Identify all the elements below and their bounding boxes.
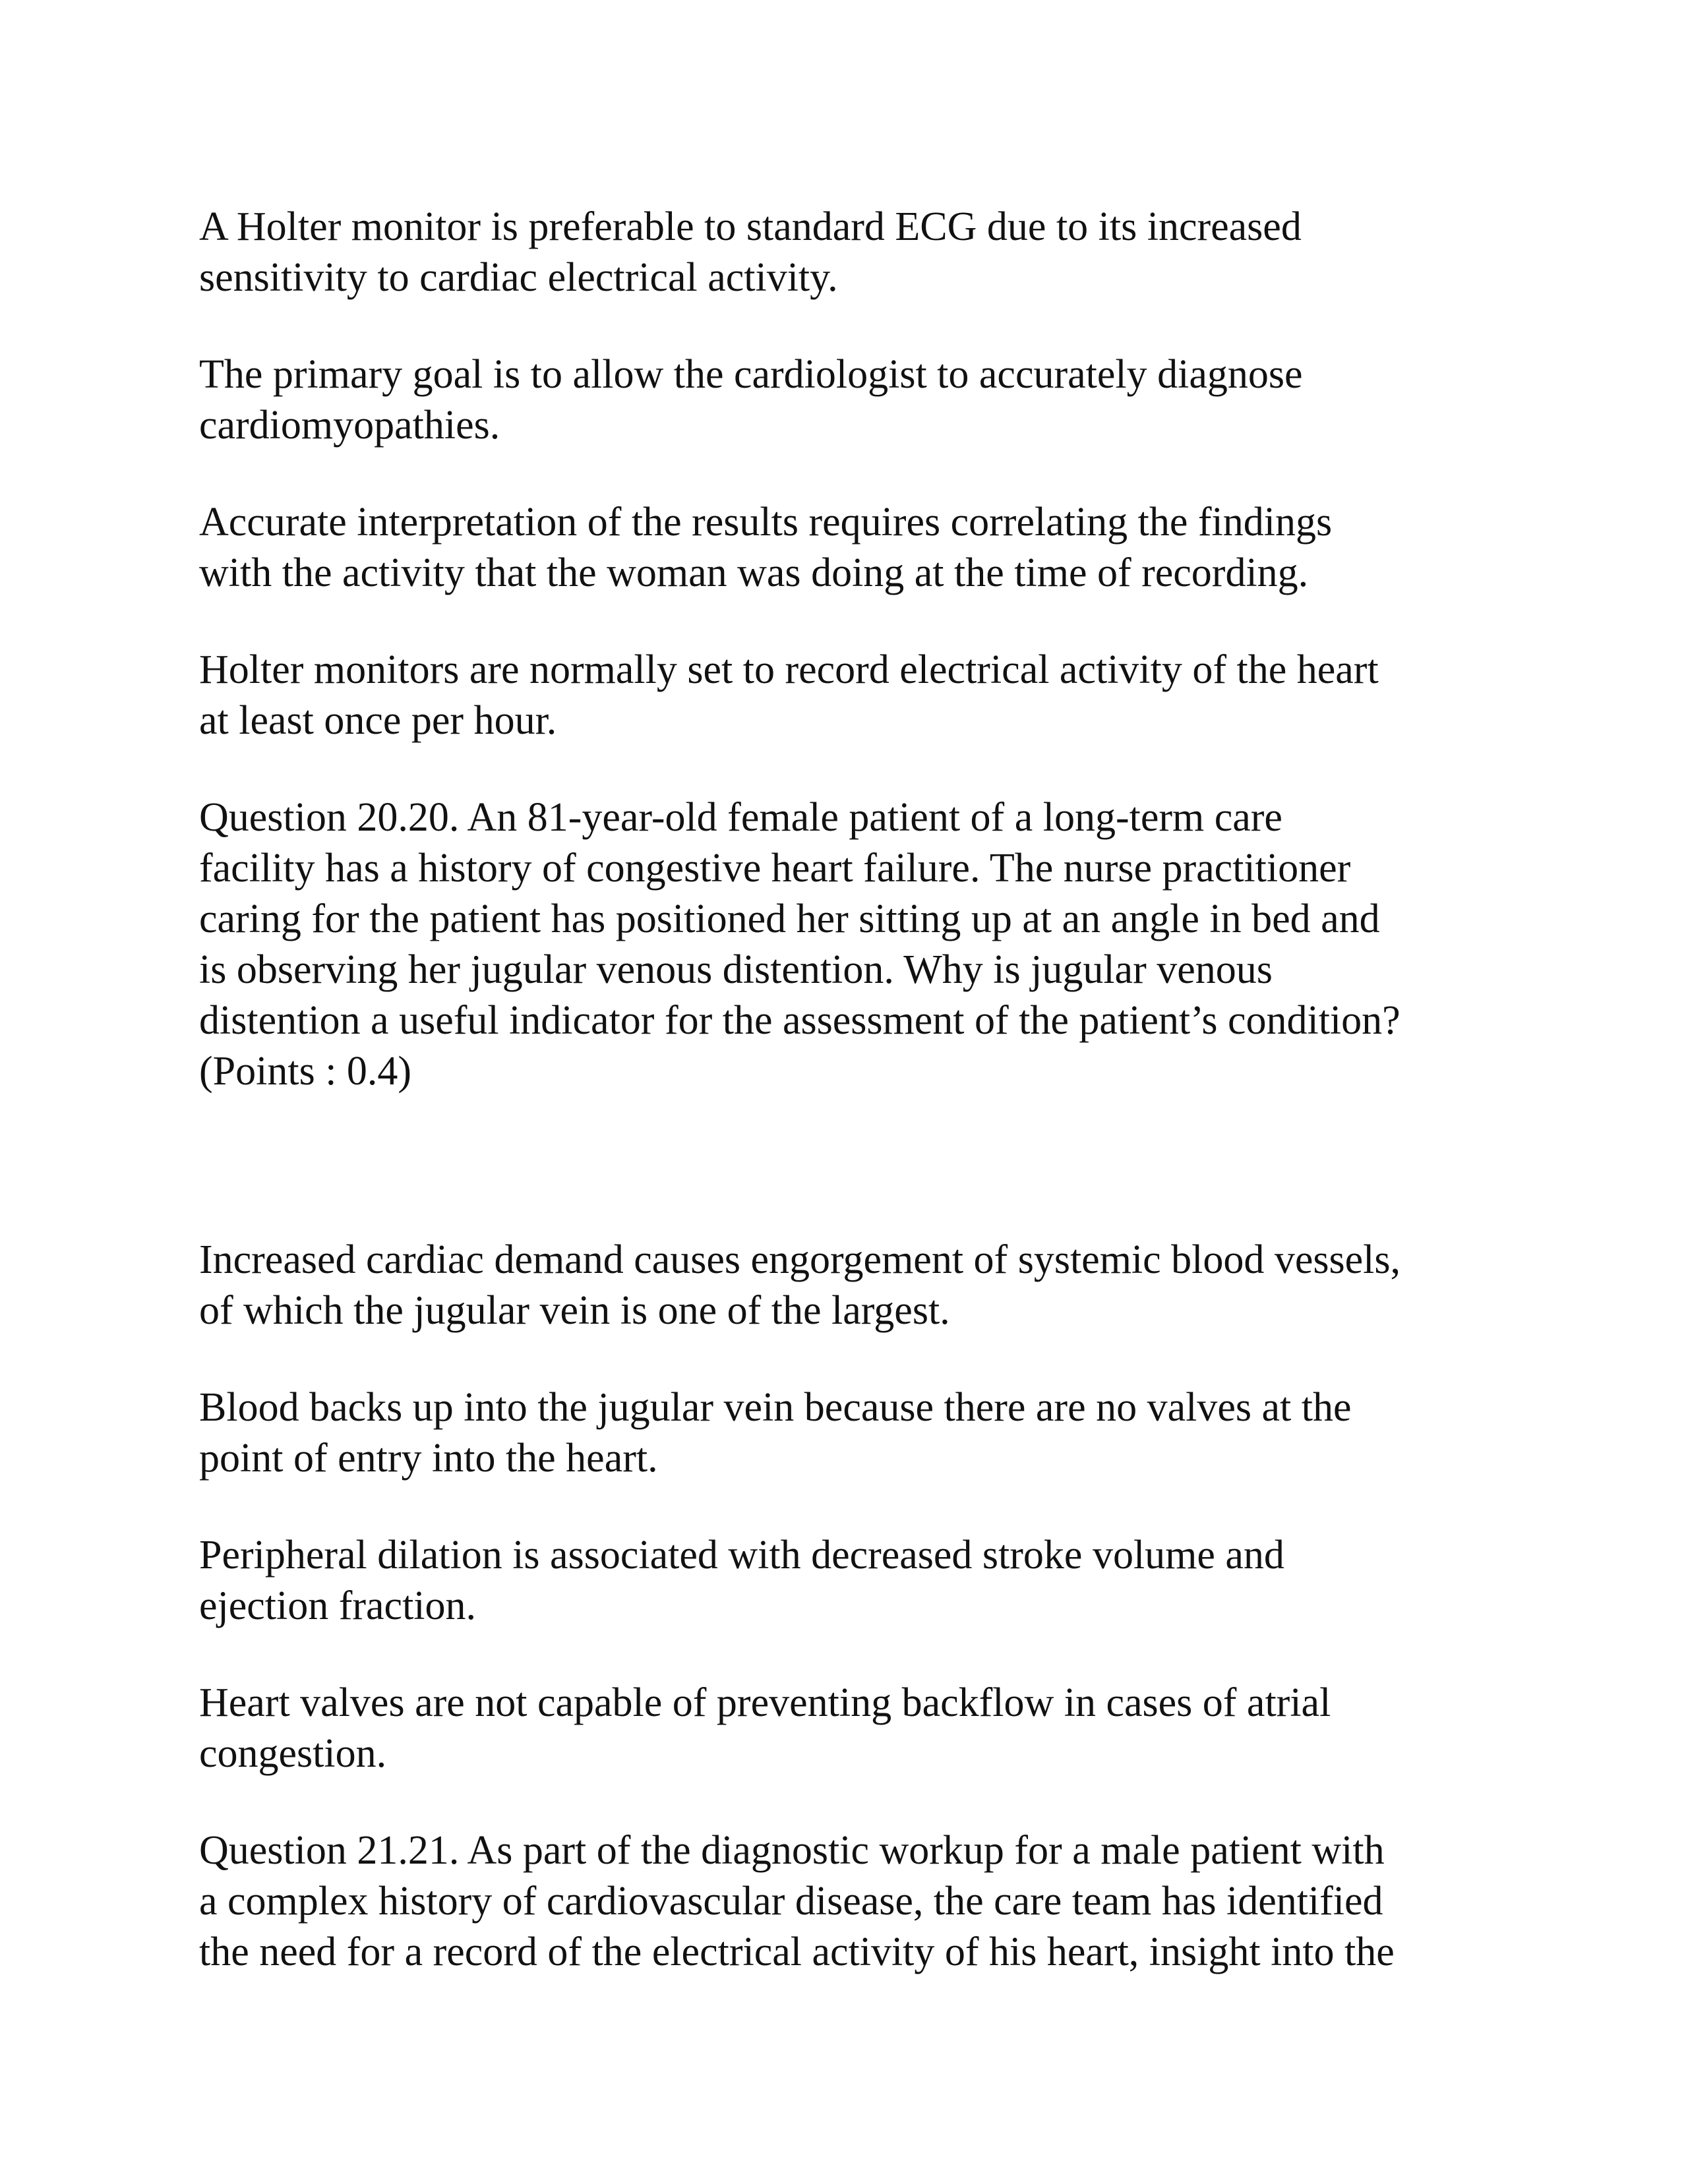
- text-line: Increased cardiac demand causes engorgement of systemic blood vessels,: [199, 1237, 1401, 1282]
- text-line: Blood backs up into the jugular vein because there are no valves at the: [199, 1385, 1352, 1430]
- text-line: congestion.: [199, 1731, 387, 1776]
- text-line: Accurate interpretation of the results requires correlating the findings: [199, 500, 1333, 545]
- text-line: Question 21.21. As part of the diagnostic workup for a male patient with: [199, 1828, 1385, 1873]
- answer-option-peripheral-dilation: [199, 1530, 1544, 1632]
- text-line: (Points : 0.4): [199, 1049, 412, 1094]
- text-line: facility has a history of congestive heart failure. The nurse practitioner: [199, 846, 1351, 891]
- answer-option-holter-sensitivity: [199, 202, 1544, 303]
- text-line: distention a useful indicator for the assessment of the patient’s condition?: [199, 998, 1401, 1043]
- text-line: the need for a record of the electrical activity of his heart, insight into the: [199, 1930, 1395, 1974]
- text-line: The primary goal is to allow the cardiologist to accurately diagnose: [199, 352, 1303, 397]
- text-line: Heart valves are not capable of preventing backflow in cases of atrial: [199, 1680, 1331, 1725]
- answer-option-correlate-activity: [199, 497, 1544, 599]
- text-line: caring for the patient has positioned her sitting up at an angle in bed and: [199, 897, 1380, 941]
- text-line: is observing her jugular venous distention. Why is jugular venous: [199, 947, 1273, 992]
- question-21-prompt: [199, 1825, 1544, 1978]
- text-line: cardiomyopathies.: [199, 403, 500, 448]
- text-line: Holter monitors are normally set to record electrical activity of the heart: [199, 647, 1379, 692]
- answer-option-no-valves: [199, 1382, 1544, 1484]
- text-line: with the activity that the woman was doing at the time of recording.: [199, 550, 1309, 595]
- answer-option-record-hourly: [199, 645, 1544, 746]
- text-line: sensitivity to cardiac electrical activity.: [199, 255, 838, 300]
- question-20-prompt: [199, 792, 1544, 1097]
- text-line: a complex history of cardiovascular disease, the care team has identified: [199, 1879, 1383, 1924]
- text-line: A Holter monitor is preferable to standard ECG due to its increased: [199, 204, 1302, 249]
- text-line: at least once per hour.: [199, 698, 557, 743]
- text-line: Peripheral dilation is associated with decreased stroke volume and: [199, 1533, 1284, 1578]
- answer-option-heart-valves-backflow: [199, 1678, 1544, 1779]
- text-line: ejection fraction.: [199, 1583, 477, 1628]
- text-line: point of entry into the heart.: [199, 1436, 658, 1481]
- text-line: of which the jugular vein is one of the largest.: [199, 1288, 950, 1333]
- answer-option-diagnose-cardiomyopathies: [199, 349, 1544, 451]
- text-line: Question 20.20. An 81-year-old female patient of a long-term care: [199, 795, 1282, 840]
- answer-option-increased-demand: [199, 1235, 1544, 1336]
